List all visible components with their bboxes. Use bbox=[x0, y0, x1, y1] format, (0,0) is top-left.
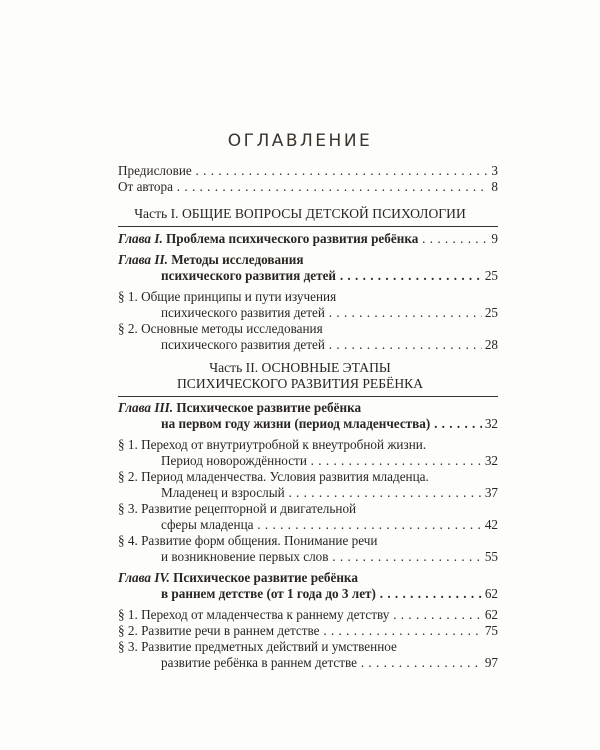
toc-entry-page: 28 bbox=[484, 337, 498, 352]
toc-entry-page: 42 bbox=[484, 517, 498, 532]
toc-entry-page: 25 bbox=[484, 305, 498, 320]
toc-entry-page: 25 bbox=[484, 268, 498, 283]
toc-chapter-3-line1 bbox=[118, 400, 498, 416]
toc-section bbox=[161, 549, 498, 565]
toc-section: § 2. Основные методы исследования bbox=[118, 321, 323, 336]
toc-entry-label: психического развития детей . . . bbox=[161, 337, 482, 353]
part-heading-2-line2 bbox=[0, 375, 600, 392]
toc-entry-page: 62 bbox=[484, 607, 498, 622]
chapter-label: Глава III. bbox=[118, 400, 174, 415]
toc-section bbox=[161, 517, 498, 533]
toc-entry-label: От автора . . . bbox=[118, 179, 488, 195]
toc-chapter-4-line1 bbox=[118, 570, 498, 586]
toc-entry-author bbox=[118, 179, 498, 195]
chapter-title: в раннем детстве (от 1 года до 3 лет) . . . bbox=[161, 586, 482, 602]
toc-entry-page: 8 bbox=[491, 179, 498, 194]
toc-entry-page: 3 bbox=[491, 163, 498, 178]
toc-section: § 1. Общие принципы и пути изучения bbox=[118, 289, 337, 304]
chapter-label: Глава IV. bbox=[118, 570, 170, 585]
toc-entry-page: 32 bbox=[484, 416, 498, 431]
part-title: ОБЩИЕ ВОПРОСЫ ДЕТСКОЙ ПСИХОЛОГИИ bbox=[181, 206, 466, 221]
chapter-title: Психическое развитие ребёнка bbox=[173, 570, 358, 585]
chapter-title: Методы исследования bbox=[171, 252, 304, 267]
toc-section bbox=[118, 607, 498, 623]
toc-chapter-4-line2 bbox=[161, 586, 498, 602]
toc-section bbox=[161, 453, 498, 469]
part-heading-1 bbox=[0, 205, 600, 222]
toc-chapter-3-line2 bbox=[161, 416, 498, 432]
toc-entry-preface bbox=[118, 163, 498, 179]
toc-entry-label: развитие ребёнка в раннем детстве . . . bbox=[161, 655, 482, 671]
toc-section: § 4. Развитие форм общения. Понимание речи bbox=[118, 533, 378, 548]
toc-entry-page: 75 bbox=[484, 623, 498, 638]
toc-section bbox=[161, 337, 498, 353]
toc-entry-label: сферы младенца . . . bbox=[161, 517, 482, 533]
chapter-label: Глава II. bbox=[118, 252, 168, 267]
chapter-title: Психическое развитие ребёнка bbox=[176, 400, 362, 415]
chapter-title: на первом году жизни (период младенчества) . . . bbox=[161, 416, 482, 432]
toc-entry-label: § 2. Развитие речи в раннем детстве . . . bbox=[118, 623, 482, 639]
toc-entry-label: Предисловие . . . bbox=[118, 163, 488, 179]
toc-entry-page: 32 bbox=[484, 453, 498, 468]
toc-section: § 3. Развитие предметных действий и умственное bbox=[118, 639, 397, 654]
toc-section: § 1. Переход от внутриутробной к внеутробной жизни. bbox=[118, 437, 427, 452]
part-title: ОСНОВНЫЕ ЭТАПЫ bbox=[261, 360, 391, 375]
toc-section bbox=[161, 655, 498, 671]
chapter-title: психического развития детей . . . bbox=[161, 268, 482, 284]
toc-entry-page: 55 bbox=[484, 549, 498, 564]
toc-entry-label: § 1. Переход от младенчества к раннему детству . . . bbox=[118, 607, 482, 623]
toc-entry-label: психического развития детей . . . bbox=[161, 305, 482, 321]
toc-chapter-1 bbox=[118, 231, 498, 247]
toc-section bbox=[161, 305, 498, 321]
toc-entry-page: 37 bbox=[484, 485, 498, 500]
part-heading-2 bbox=[0, 359, 600, 376]
toc-entry-label: Период новорождённости . . . bbox=[161, 453, 482, 469]
part-label: Часть II. bbox=[209, 360, 259, 375]
toc-section: § 3. Развитие рецепторной и двигательной bbox=[118, 501, 357, 516]
chapter-label: Глава I. bbox=[118, 231, 163, 246]
chapter-title: Проблема психического развития ребёнка bbox=[166, 231, 419, 246]
toc-chapter-2-line1 bbox=[118, 252, 498, 268]
toc-chapter-2-line2 bbox=[161, 268, 498, 284]
toc-section bbox=[118, 623, 498, 639]
part-title: ПСИХИЧЕСКОГО РАЗВИТИЯ РЕБЁНКА bbox=[176, 376, 424, 391]
divider bbox=[118, 396, 498, 397]
toc-entry-page: 9 bbox=[491, 231, 498, 246]
divider bbox=[118, 226, 498, 227]
toc-entry-label: и возникновение первых слов . . . bbox=[161, 549, 482, 565]
part-label: Часть I. bbox=[134, 206, 179, 221]
toc-section bbox=[161, 485, 498, 501]
toc-section: § 2. Период младенчества. Условия развития младенца. bbox=[118, 469, 429, 484]
toc-entry-label: Младенец и взрослый . . . bbox=[161, 485, 482, 501]
toc-entry-page: 97 bbox=[484, 655, 498, 670]
page-title: ОГЛАВЛЕНИЕ bbox=[227, 131, 373, 151]
toc-entry-page: 62 bbox=[484, 586, 498, 601]
